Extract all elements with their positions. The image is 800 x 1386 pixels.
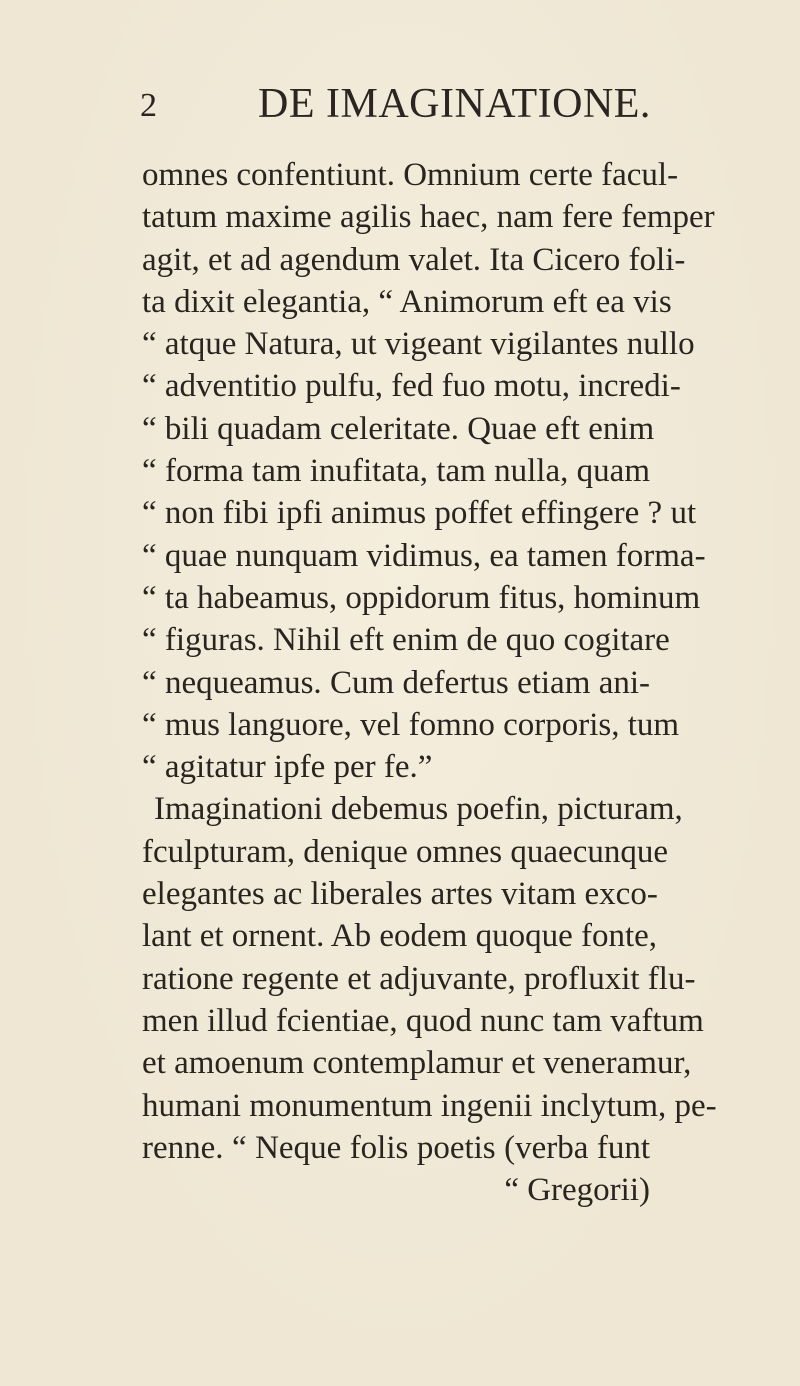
text-line: “ ta habeamus, oppidorum fitus, hominum <box>142 579 701 616</box>
text-line: lant et ornent. Ab eodem quoque fonte, <box>142 918 658 955</box>
body-text <box>142 154 717 1211</box>
text-line: tatum maxime agilis haec, nam fere femper <box>142 199 715 236</box>
text-line: elegantes ac liberales artes vitam exco- <box>142 876 658 913</box>
text-line: renne. “ Neque folis poetis (verba funt <box>142 1129 650 1166</box>
text-line: “ forma tam inufitata, tam nulla, quam <box>142 453 650 490</box>
page-number: 2 <box>140 87 157 124</box>
text-line: “ bili quadam celeritate. Quae eft enim <box>142 410 655 447</box>
text-line: omnes confentiunt. Omnium certe facul- <box>142 157 679 193</box>
text-line: “ adventitio pulfu, fed fuo motu, incredi- <box>142 368 681 405</box>
text-line: ratione regente et adjuvante, profluxit flu- <box>142 960 696 997</box>
text-line: “ nequeamus. Cum defertus etiam ani- <box>142 664 650 701</box>
text-line: et amoenum contemplamur et veneramur, <box>142 1045 692 1082</box>
catchword: “ Gregorii) <box>504 1172 650 1209</box>
text-line: “ non fibi ipfi animus poffet effingere ? ut <box>142 495 697 532</box>
text-line: “ figuras. Nihil eft enim de quo cogitare <box>142 622 670 659</box>
text-line: “ mus languore, vel fomno corporis, tum <box>142 706 680 743</box>
text-line: men illud fcientiae, quod nunc tam vaftum <box>142 1002 704 1039</box>
text-line: fculpturam, denique omnes quaecunque <box>142 833 668 870</box>
text-line: agit, et ad agendum valet. Ita Cicero foli- <box>142 241 686 278</box>
text-line: ta dixit elegantia, “ Animorum eft ea vis <box>142 283 672 320</box>
text-line: “ atque Natura, ut vigeant vigilantes nullo <box>142 326 695 363</box>
text-line: “ quae nunquam vidimus, ea tamen forma- <box>142 537 706 574</box>
text-line: “ agitatur ipfe per fe.” <box>142 749 433 786</box>
text-line: humani monumentum ingenii inclytum, pe- <box>142 1087 717 1124</box>
text-line: Imaginationi debemus poefin, picturam, <box>154 791 683 828</box>
page-header <box>0 80 800 130</box>
running-title: DE IMAGINATIONE. <box>258 81 651 127</box>
